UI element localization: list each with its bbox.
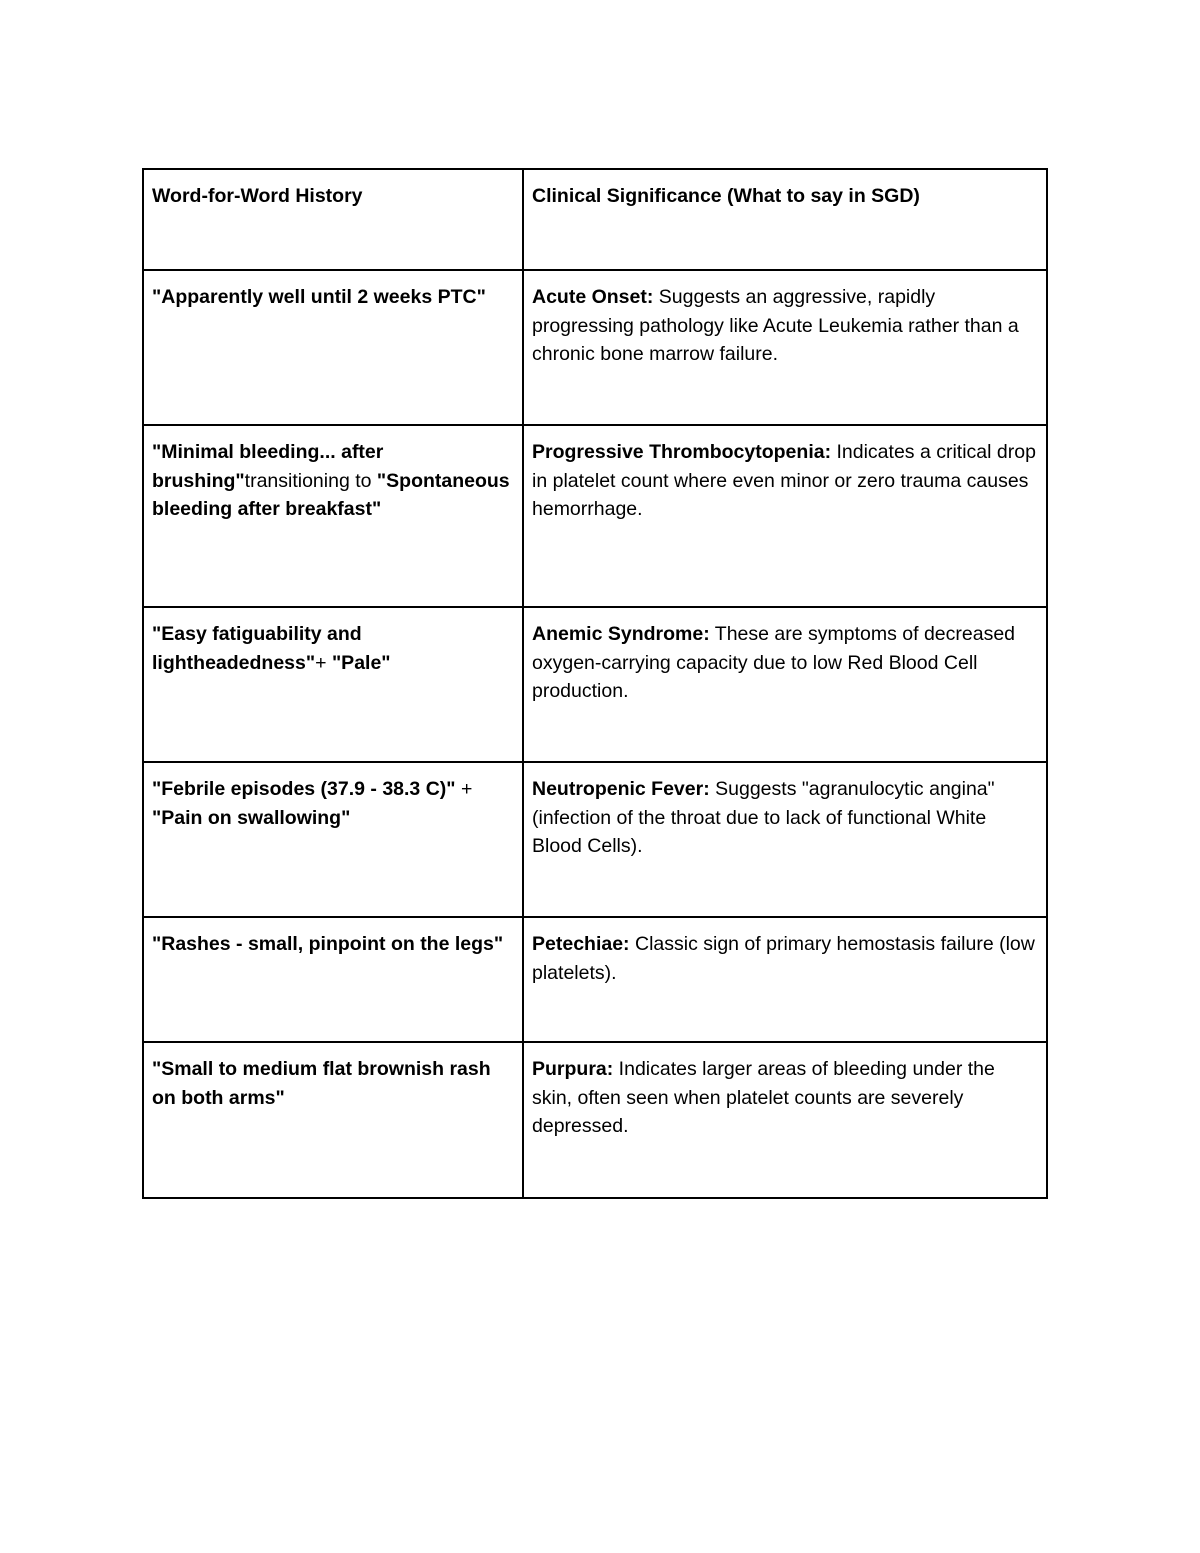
significance-explanation: Suggests an aggressive, rapidly progressing pathology like Acute Leukemia rather than a chronic bone marrow failure.	[532, 286, 1019, 365]
significance-cell	[523, 917, 1047, 1042]
history-cell	[143, 607, 523, 762]
history-connector: +	[455, 778, 473, 800]
significance-explanation: Suggests "agranulocytic angina" (infection of the throat due to lack of functional White Blood Cells).	[532, 778, 995, 857]
significance-cell	[523, 270, 1047, 425]
history-cell	[143, 270, 523, 425]
significance-explanation: Classic sign of primary hemostasis failure (low platelets).	[532, 933, 1035, 984]
significance-cell	[523, 1042, 1047, 1198]
table-row	[143, 917, 1047, 1042]
table-row	[143, 270, 1047, 425]
table-row	[143, 425, 1047, 607]
header-cell-history	[143, 169, 523, 270]
table-header-row	[143, 169, 1047, 270]
history-quote: "Apparently well until 2 weeks PTC"	[152, 286, 486, 308]
significance-term: Progressive Thrombocytopenia:	[532, 441, 832, 463]
table-row	[143, 762, 1047, 917]
significance-term: Anemic Syndrome:	[532, 623, 710, 645]
history-connector: transitioning to	[244, 469, 377, 492]
history-significance-table	[142, 168, 1048, 1199]
history-cell	[143, 425, 523, 607]
significance-cell	[523, 425, 1047, 607]
history-quote: "Easy fatiguability and lightheadedness"	[152, 623, 362, 674]
significance-term: Purpura:	[532, 1058, 614, 1080]
table-row	[143, 1042, 1047, 1198]
significance-cell	[523, 607, 1047, 762]
significance-cell	[523, 762, 1047, 917]
history-quote-2: "Pain on swallowing"	[152, 806, 351, 829]
history-quote: "Febrile episodes (37.9 - 38.3 C)"	[152, 778, 456, 800]
history-quote: "Small to medium flat brownish rash on both arms"	[152, 1058, 491, 1109]
history-quote-2: "Pale"	[331, 651, 391, 674]
history-cell	[143, 1042, 523, 1198]
header-history-label: Word-for-Word History	[152, 185, 363, 207]
significance-explanation: Indicates a critical drop in platelet count where even minor or zero trauma causes hemorrhage.	[532, 441, 1036, 520]
significance-term: Acute Onset:	[532, 286, 654, 308]
header-cell-significance	[523, 169, 1047, 270]
header-significance-label: Clinical Significance (What to say in SGD)	[532, 185, 920, 207]
table-row	[143, 607, 1047, 762]
history-cell	[143, 917, 523, 1042]
history-quote-2: "Spontaneous bleeding after breakfast"	[152, 469, 510, 520]
significance-term: Neutropenic Fever:	[532, 778, 710, 800]
significance-explanation: Indicates larger areas of bleeding under the skin, often seen when platelet counts are severely depressed.	[532, 1058, 995, 1137]
history-quote: "Minimal bleeding... after brushing"	[152, 441, 384, 492]
significance-term: Petechiae:	[532, 933, 630, 955]
history-quote: "Rashes - small, pinpoint on the legs"	[152, 933, 504, 955]
history-cell	[143, 762, 523, 917]
history-connector: +	[315, 651, 332, 674]
significance-explanation: These are symptoms of decreased oxygen-carrying capacity due to low Red Blood Cell production.	[532, 623, 1016, 702]
